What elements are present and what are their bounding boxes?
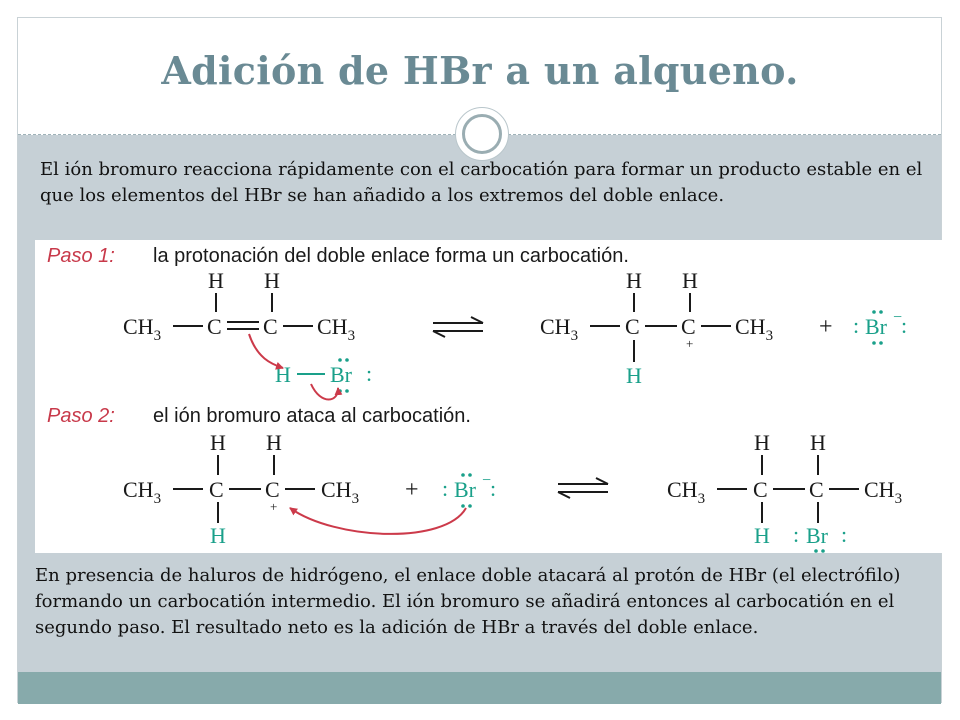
bromine-substituent	[793, 522, 847, 553]
step1-caption: la protonación del doble enlace forma un carbocatión.	[153, 245, 629, 267]
step1-reagent-hbr	[275, 358, 372, 393]
step2-carbocation	[123, 430, 359, 548]
lone-pair: :	[853, 313, 860, 338]
atom-c: C	[753, 477, 768, 502]
atom-br: Br	[454, 477, 476, 502]
reaction-mechanism-figure	[35, 240, 955, 553]
atom-ch3: $CH_3$	[540, 314, 579, 344]
lone-pair: :	[490, 476, 497, 501]
atom-h: H	[626, 268, 642, 293]
step2-caption: el ión bromuro ataca al carbocatión.	[153, 405, 471, 427]
lone-pair: :	[442, 476, 449, 501]
atom-ch3: $CH_3$	[667, 477, 706, 507]
atom-ch3: $CH_3$	[864, 477, 903, 507]
atom-br: Br	[865, 314, 887, 339]
step2-label: Paso 2:	[47, 405, 115, 427]
atom-ch3: $CH_3$	[735, 314, 774, 344]
step1-label: Paso 1:	[47, 245, 115, 267]
positive-charge: +	[270, 499, 278, 514]
atom-h: H	[210, 430, 226, 455]
atom-h: H	[626, 363, 642, 388]
atom-h: H	[682, 268, 698, 293]
step1-carbocation	[540, 268, 773, 388]
bromide-ion	[853, 309, 907, 345]
atom-c: C	[209, 477, 224, 502]
step2-heading	[47, 405, 471, 427]
atom-c: C	[265, 477, 280, 502]
atom-h: H	[210, 523, 226, 548]
atom-h: H	[275, 362, 291, 387]
lone-pair: :	[841, 522, 848, 547]
atom-br: Br	[806, 523, 828, 548]
intro-paragraph: El ión bromuro reacciona rápidamente con el carbocatión para formar un producto estable en el que los elementos del HBr se han añadido a los extremos del doble enlace.	[40, 159, 923, 206]
equilibrium-arrow	[433, 317, 483, 337]
atom-ch3: $CH_3$	[317, 314, 356, 344]
atom-h: H	[754, 430, 770, 455]
atom-ch3: $CH_3$	[321, 477, 360, 507]
slide-title: Adición de HBr a un alqueno.	[161, 48, 799, 93]
lone-pair: :	[366, 361, 373, 386]
lone-pair: :	[901, 313, 908, 338]
atom-h: H	[754, 523, 770, 548]
atom-h: H	[810, 430, 826, 455]
equilibrium-arrow	[558, 478, 608, 498]
atom-c: C	[625, 314, 640, 339]
atom-h: H	[266, 430, 282, 455]
curved-arrow	[290, 508, 466, 534]
atom-br: Br	[330, 362, 352, 387]
atom-c: C	[681, 314, 696, 339]
plus-sign: +	[819, 314, 833, 340]
plus-sign: +	[405, 477, 419, 503]
bromide-ion	[442, 472, 496, 508]
lone-pair: :	[793, 522, 800, 547]
footer-band	[18, 672, 941, 704]
atom-ch3: $CH_3$	[123, 477, 162, 507]
positive-charge: +	[686, 336, 694, 351]
atom-ch3: $CH_3$	[123, 314, 162, 344]
atom-c: C	[809, 477, 824, 502]
step2-product	[667, 430, 902, 548]
step1-heading	[47, 245, 629, 267]
atom-h: H	[208, 268, 224, 293]
negative-charge: −	[482, 472, 492, 489]
atom-c: C	[207, 314, 222, 339]
mechanism-diagram	[35, 240, 955, 553]
conclusion-paragraph: En presencia de haluros de hidrógeno, el enlace doble atacará al protón de HBr (el electrófilo) formando un carbocatión intermedio. El ión bromuro se añadirá entonces al carbocatión en el segundo paso. El resultado neto es la adición de HBr a través del doble enlace.	[35, 565, 901, 638]
atom-c: C	[263, 314, 278, 339]
step1-reactant	[123, 268, 355, 344]
divider-ornament-ring	[462, 114, 502, 154]
atom-h: H	[264, 268, 280, 293]
negative-charge: −	[893, 309, 903, 326]
